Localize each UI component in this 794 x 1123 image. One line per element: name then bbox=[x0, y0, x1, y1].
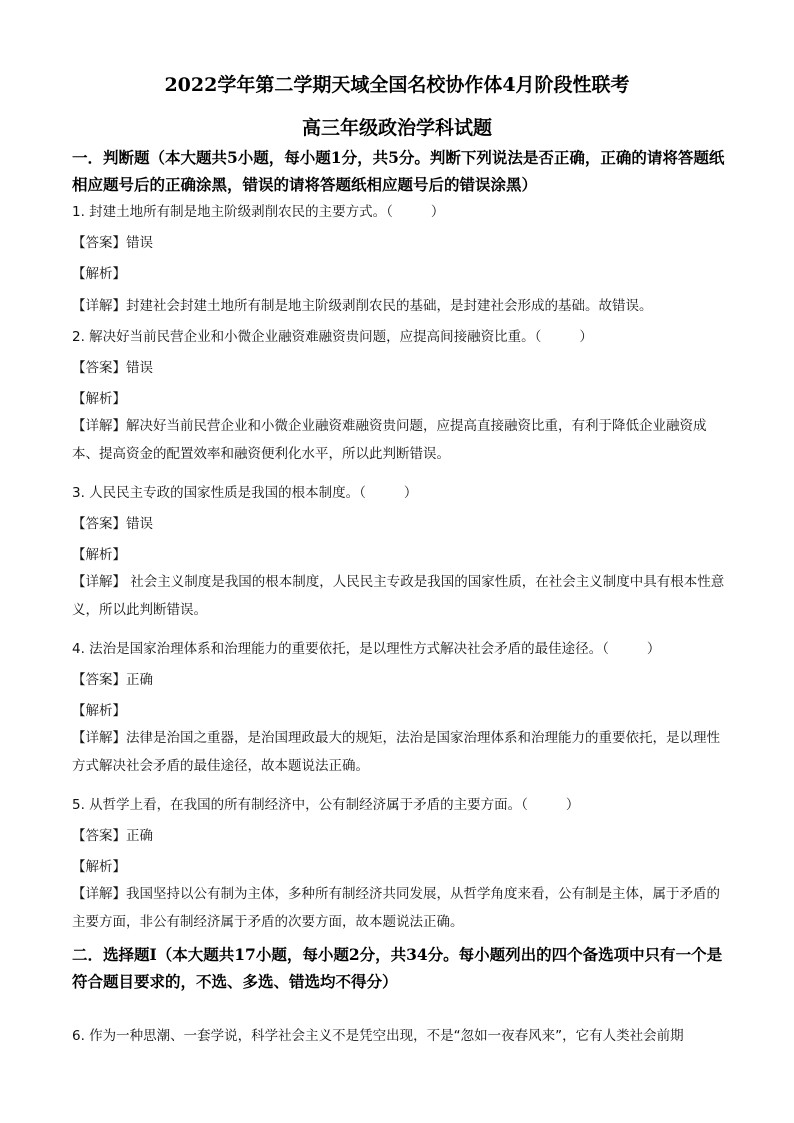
answer-1: 【答案】错误 bbox=[72, 235, 153, 251]
answer-4: 【答案】正确 bbox=[72, 672, 153, 688]
detail-5: 【详解】我国坚持以公有制为主体，多种所有制经济共同发展，从哲学角度来看，公有制是主体，属于矛盾的主要方面，非公有制经济属于矛盾的次要方面，故本题说法正确。 bbox=[72, 886, 720, 930]
section-1-heading: 一．判断题（本大题共5小题，每小题1分，共5分。判断下列说法是否正确，正确的请将答题纸相应题号后的正确涂黑，错误的请将答题纸相应题号后的错误涂黑） bbox=[72, 148, 725, 194]
detail-1: 【详解】封建社会封建土地所有制是地主阶级剥削农民的基础，是封建社会形成的基础。故错误。 bbox=[72, 298, 653, 314]
question-2: 2. 解决好当前民营企业和小微企业融资难融资贵问题，应提高间接融资比重。（ ） bbox=[72, 329, 593, 345]
analysis-4: 【解析】 bbox=[72, 703, 126, 719]
analysis-3: 【解析】 bbox=[72, 547, 126, 563]
detail-3: 【详解】 社会主义制度是我国的根本制度，人民民主专政是我国的国家性质，在社会主义制度中具有根本性意义，所以此判断错误。 bbox=[72, 574, 725, 618]
answer-5: 【答案】正确 bbox=[72, 828, 153, 844]
exam-title: 2022学年第二学期天域全国名校协作体4月阶段性联考 bbox=[164, 74, 630, 96]
question-3: 3. 人民民主专政的国家性质是我国的根本制度。（ ） bbox=[72, 485, 418, 501]
analysis-2: 【解析】 bbox=[72, 391, 126, 407]
analysis-5: 【解析】 bbox=[72, 859, 126, 875]
question-4: 4. 法治是国家治理体系和治理能力的重要依托，是以理性方式解决社会矛盾的最佳途径。（ ） bbox=[72, 641, 661, 657]
question-1: 1. 封建土地所有制是地主阶级剥削农民的主要方式。（ ） bbox=[72, 204, 445, 220]
question-6: 6. 作为一种思潮、一套学说，科学社会主义不是凭空出现，不是“忽如一夜春风来”，它有人类社会前期 bbox=[72, 1028, 684, 1044]
exam-subtitle: 高三年级政治学科试题 bbox=[301, 117, 492, 139]
answer-2: 【答案】错误 bbox=[72, 360, 153, 376]
section-2-heading: 二．选择题Ⅰ（本大题共17小题，每小题2分，共34分。每小题列出的四个备选项中只有一个是符合题目要求的，不选、多选、错选均不得分） bbox=[72, 945, 723, 991]
question-5: 5. 从哲学上看，在我国的所有制经济中，公有制经济属于矛盾的主要方面。（ ） bbox=[72, 797, 580, 813]
answer-3: 【答案】错误 bbox=[72, 516, 153, 532]
detail-2: 【详解】解决好当前民营企业和小微企业融资难融资贵问题，应提高直接融资比重，有利于降低企业融资成本、提高资金的配置效率和融资便利化水平，所以此判断错误。 bbox=[72, 418, 707, 462]
detail-4: 【详解】法律是治国之重器，是治国理政最大的规矩，法治是国家治理体系和治理能力的重要依托，是以理性方式解决社会矛盾的最佳途径，故本题说法正确。 bbox=[72, 730, 720, 774]
analysis-1: 【解析】 bbox=[72, 266, 126, 282]
